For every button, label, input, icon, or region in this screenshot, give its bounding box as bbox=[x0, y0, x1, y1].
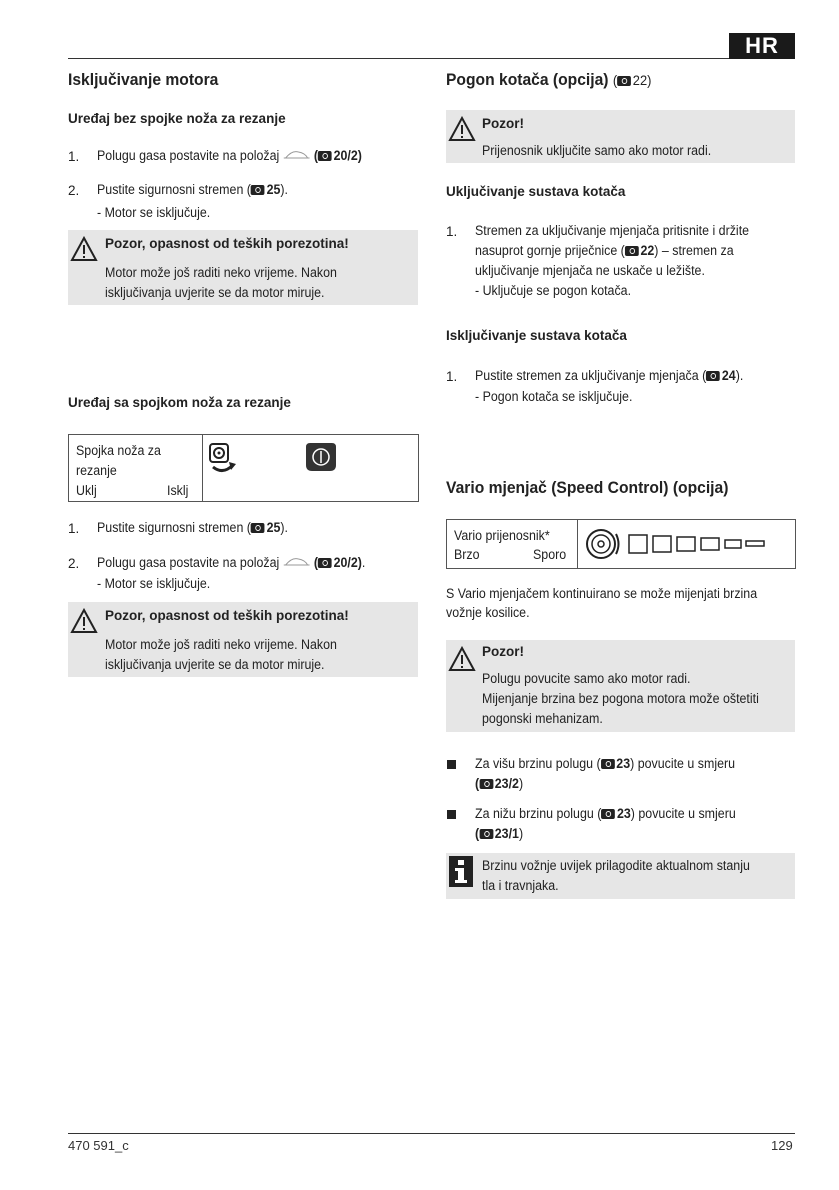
warning-triangle-icon bbox=[448, 646, 476, 672]
clutch-disengaged-icon bbox=[304, 441, 338, 473]
figure-ref-icon bbox=[479, 779, 493, 789]
vario-table bbox=[446, 519, 796, 569]
footer-rule bbox=[68, 1133, 795, 1134]
clutch-table bbox=[68, 434, 419, 502]
step-result: - Motor se isključuje. bbox=[97, 576, 211, 591]
warning-box bbox=[446, 640, 795, 732]
step-text-line: nasuprot gornje priječnice ( 22) – stremen za bbox=[475, 243, 734, 258]
warning-text-line: isključivanja uvjerite se da motor miruje. bbox=[105, 657, 325, 672]
warning-box bbox=[68, 230, 418, 305]
throttle-turtle-icon bbox=[283, 556, 311, 568]
table-label: Spojka noža za bbox=[76, 443, 161, 458]
figure-ref-icon bbox=[479, 829, 493, 839]
warning-box bbox=[446, 110, 795, 163]
figure-ref-icon bbox=[318, 558, 332, 568]
warning-text-line: isključivanja uvjerite se da motor miruje. bbox=[105, 285, 325, 300]
clutch-engaged-icon bbox=[209, 443, 243, 475]
subheading-no-clutch: Uređaj bez spojke noža za rezanje bbox=[68, 111, 286, 126]
figure-ref-icon bbox=[601, 809, 615, 819]
warning-text-line: Motor može još raditi neko vrijeme. Nakon bbox=[105, 265, 337, 280]
info-icon bbox=[449, 856, 473, 887]
figure-ref-icon bbox=[251, 185, 265, 195]
warning-triangle-icon bbox=[70, 608, 98, 634]
vario-slow-label: Sporo bbox=[533, 547, 567, 562]
subheading-engage-wheels: Uključivanje sustava kotača bbox=[446, 184, 626, 199]
step-text-line: uključivanje mjenjača ne uskače u ležište. bbox=[475, 263, 705, 278]
bullet-text-line: Za nižu brzinu polugu ( 23) povucite u smjeru bbox=[475, 806, 736, 821]
step-number: 2. bbox=[68, 556, 80, 571]
warning-title: Pozor, opasnost od teških porezotina! bbox=[105, 608, 349, 623]
step-result: - Pogon kotača se isključuje. bbox=[475, 389, 633, 404]
step-result: - Motor se isključuje. bbox=[97, 205, 211, 220]
step-text: Polugu gasa postavite na položaj ( 20/2). bbox=[97, 555, 366, 570]
table-label: rezanje bbox=[76, 463, 117, 478]
warning-text-line: Mijenjanje brzina bez pogona motora može oštetiti bbox=[482, 691, 759, 706]
vario-label: Vario prijenosnik* bbox=[454, 528, 550, 543]
step-number: 1. bbox=[68, 521, 80, 536]
page-number: 129 bbox=[771, 1138, 793, 1153]
warning-triangle-icon bbox=[70, 236, 98, 262]
figure-ref-icon bbox=[625, 246, 639, 256]
warning-title: Pozor! bbox=[482, 116, 524, 131]
warning-title: Pozor, opasnost od teških porezotina! bbox=[105, 236, 349, 251]
throttle-turtle-icon bbox=[283, 149, 311, 161]
step-text-line: Pustite stremen za uključivanje mjenjača ( 24). bbox=[475, 368, 744, 383]
table-divider bbox=[577, 520, 578, 568]
speed-scale-icon bbox=[585, 526, 785, 562]
warning-triangle-icon bbox=[448, 116, 476, 142]
warning-box bbox=[68, 602, 418, 677]
table-off-label: Isklj bbox=[167, 483, 189, 498]
vario-fast-label: Brzo bbox=[454, 547, 480, 562]
info-text-line: tla i travnjaka. bbox=[482, 878, 559, 893]
step-text: Pustite sigurnosni stremen ( 25). bbox=[97, 520, 289, 535]
info-box bbox=[446, 853, 795, 899]
step-result: - Uključuje se pogon kotača. bbox=[475, 283, 632, 298]
step-number: 2. bbox=[68, 183, 80, 198]
warning-text-line: Prijenosnik uključite samo ako motor radi. bbox=[482, 143, 712, 158]
step-number: 1. bbox=[446, 224, 458, 239]
figure-ref-icon bbox=[706, 371, 720, 381]
figure-ref-icon bbox=[251, 523, 265, 533]
section-title-engine-off: Isključivanje motora bbox=[68, 70, 219, 89]
header-rule bbox=[68, 58, 795, 59]
step-text: Pustite sigurnosni stremen ( 25). bbox=[97, 182, 289, 197]
language-badge: HR bbox=[729, 33, 795, 59]
info-text-line: Brzinu vožnje uvijek prilagodite aktualnom stanju bbox=[482, 858, 750, 873]
warning-text-line: pogonski mehanizam. bbox=[482, 711, 603, 726]
paragraph-line: vožnje kosilice. bbox=[446, 605, 530, 620]
bullet-text-line: ( 23/2) bbox=[475, 776, 524, 791]
document-code: 470 591_c bbox=[68, 1138, 129, 1153]
figure-ref-icon bbox=[617, 76, 631, 86]
bullet-marker bbox=[447, 810, 456, 819]
warning-text-line: Polugu povucite samo ako motor radi. bbox=[482, 671, 691, 686]
bullet-text-line: Za višu brzinu polugu ( 23) povucite u smjeru bbox=[475, 756, 736, 771]
table-divider bbox=[202, 435, 203, 501]
step-text-line: Stremen za uključivanje mjenjača pritisnite i držite bbox=[475, 223, 750, 238]
bullet-text-line: ( 23/1) bbox=[475, 826, 524, 841]
section-title-wheel-drive: Pogon kotača (opcija) ( 22) bbox=[446, 70, 652, 89]
step-number: 1. bbox=[446, 369, 458, 384]
figure-ref-icon bbox=[318, 151, 332, 161]
warning-title: Pozor! bbox=[482, 644, 524, 659]
warning-text-line: Motor može još raditi neko vrijeme. Nakon bbox=[105, 637, 337, 652]
table-on-label: Uklj bbox=[76, 483, 97, 498]
step-number: 1. bbox=[68, 149, 80, 164]
step-text: Polugu gasa postavite na položaj ( 20/2) bbox=[97, 148, 362, 163]
subheading-disengage-wheels: Isključivanje sustava kotača bbox=[446, 328, 627, 343]
subheading-with-clutch: Uređaj sa spojkom noža za rezanje bbox=[68, 395, 291, 410]
section-title-vario: Vario mjenjač (Speed Control) (opcija) bbox=[446, 478, 729, 497]
paragraph-line: S Vario mjenjačem kontinuirano se može mijenjati brzina bbox=[446, 586, 758, 601]
bullet-marker bbox=[447, 760, 456, 769]
figure-ref-icon bbox=[601, 759, 615, 769]
